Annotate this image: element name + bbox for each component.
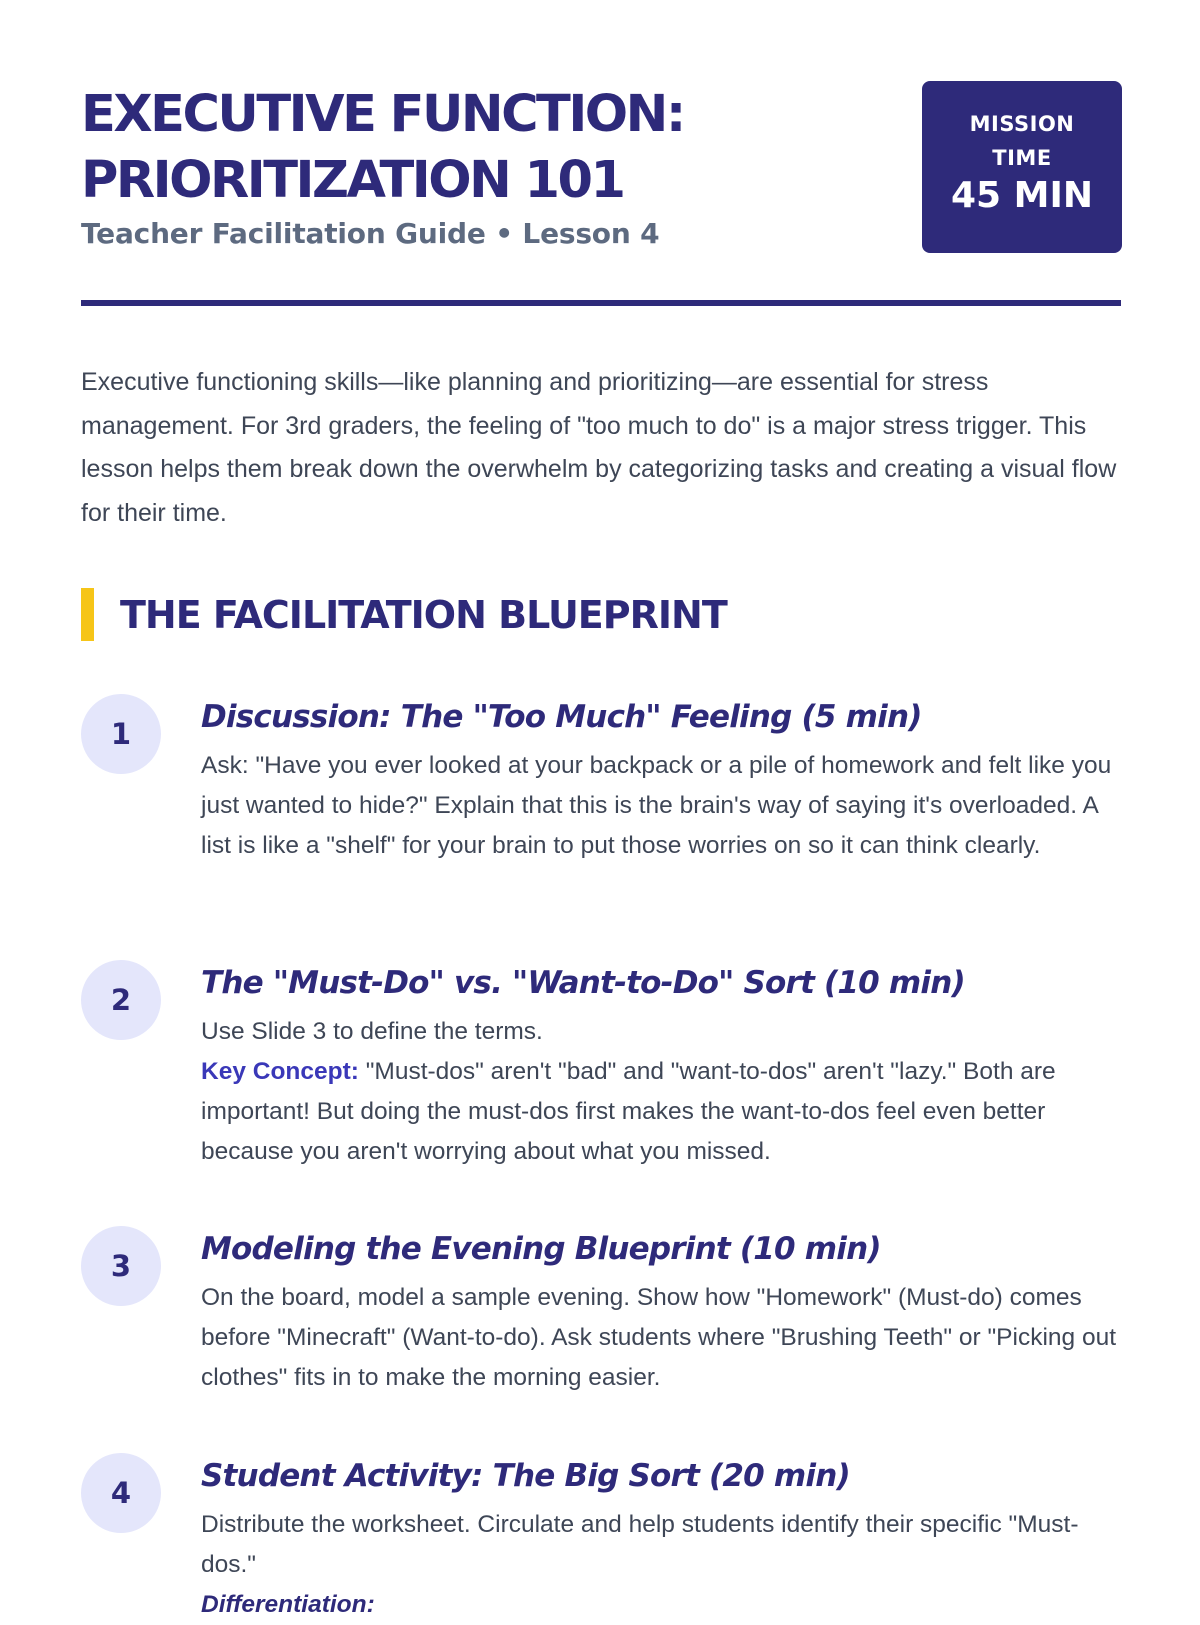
step-content bbox=[201, 1226, 1133, 1398]
step-description: On the board, model a sample evening. Show how "Homework" (Must-do) comes before "Minecraft" (Want-to-do). Ask students where "Brushing Teeth" or "Picking out clothes" fits in to make the morning easier. bbox=[201, 1284, 1117, 1391]
step-title: The "Must-Do" vs. "Want-to-Do" Sort (10 min) bbox=[201, 965, 965, 1001]
key-concept bbox=[201, 1052, 1133, 1172]
step-instruction: Distribute the worksheet. Circulate and help students identify their specific "Must-dos." bbox=[201, 1511, 1079, 1578]
key-concept-label: Key Concept: bbox=[201, 1058, 359, 1085]
badge-label-line-1: MISSION bbox=[969, 112, 1075, 136]
step-content bbox=[201, 694, 1133, 866]
differentiation-note bbox=[201, 1585, 1133, 1625]
step-description bbox=[201, 1505, 1133, 1625]
section-heading: THE FACILITATION BLUEPRINT bbox=[120, 593, 727, 637]
differentiation-label: Differentiation: bbox=[201, 1591, 375, 1618]
step-description: Ask: "Have you ever looked at your backpack or a pile of homework and felt like you just wanted to hide?" Explain that this is the brain's way of saying it's overloaded. A list is like a "shelf" for your brain to put those worries on so it can think clearly. bbox=[201, 752, 1112, 859]
badge-value: 45 MIN bbox=[951, 175, 1093, 216]
badge-label bbox=[922, 107, 1122, 175]
step-number: 2 bbox=[81, 960, 161, 1040]
page-subtitle: Teacher Facilitation Guide • Lesson 4 bbox=[81, 217, 660, 250]
page-header bbox=[81, 82, 1121, 282]
page-title bbox=[81, 82, 841, 214]
mission-time-badge bbox=[922, 81, 1122, 253]
step-number: 1 bbox=[81, 694, 161, 774]
step-content bbox=[201, 960, 1133, 1172]
step-title: Discussion: The "Too Much" Feeling (5 min) bbox=[201, 699, 922, 735]
title-line-2: PRIORITIZATION 101 bbox=[81, 151, 624, 210]
step-content bbox=[201, 1453, 1133, 1625]
header-divider bbox=[81, 300, 1121, 306]
step-number: 3 bbox=[81, 1226, 161, 1306]
intro-paragraph: Executive functioning skills—like planning and prioritizing—are essential for stress management. For 3rd graders, the feeling of "too much to do" is a major stress trigger. This lesson helps them break down the overwhelm by categorizing tasks and creating a visual flow for their time. bbox=[81, 368, 1117, 527]
badge-label-line-2: TIME bbox=[992, 146, 1052, 170]
step-description bbox=[201, 1012, 1133, 1172]
step-title: Modeling the Evening Blueprint (10 min) bbox=[201, 1231, 881, 1267]
step-title: Student Activity: The Big Sort (20 min) bbox=[201, 1458, 850, 1494]
step-instruction: Use Slide 3 to define the terms. bbox=[201, 1018, 543, 1045]
key-concept-text: "Must-dos" aren't "bad" and "want-to-dos" aren't "lazy." Both are important! But doing the must-dos first makes the want-to-dos feel even better because you aren't worrying about what you missed. bbox=[201, 1058, 1056, 1165]
title-line-1: EXECUTIVE FUNCTION: bbox=[81, 85, 684, 144]
step-number: 4 bbox=[81, 1453, 161, 1533]
section-accent-bar bbox=[81, 588, 94, 641]
